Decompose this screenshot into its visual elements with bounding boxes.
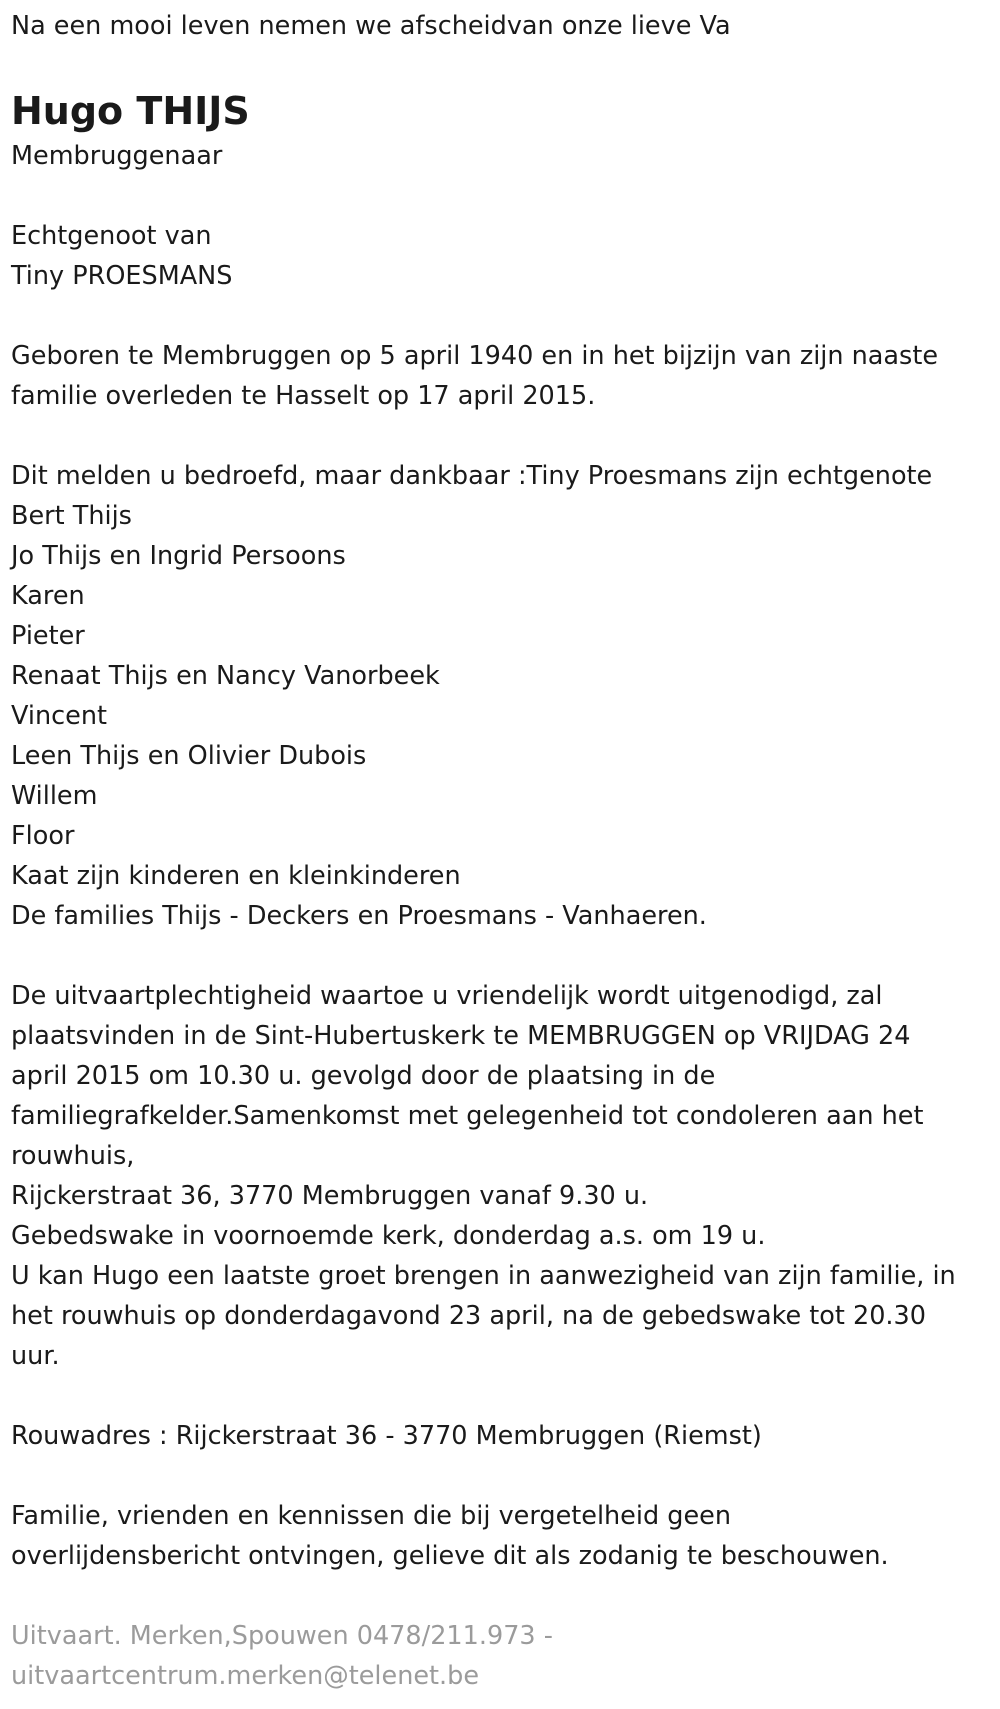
ceremony-line: plaatsvinden in de Sint-Hubertuskerk te MEMBRUGGEN op VRIJDAG 24 — [11, 1021, 911, 1051]
birth-death-line: familie overleden te Hasselt op 17 april 2015. — [11, 381, 596, 411]
spouse-name: Tiny PROESMANS — [11, 261, 233, 291]
mourning-address: Rouwadres : Rijckerstraat 36 - 3770 Membruggen (Riemst) — [11, 1421, 762, 1451]
family-line: Bert Thijs — [11, 501, 132, 531]
ceremony-line: het rouwhuis op donderdagavond 23 april, na de gebedswake tot 20.30 — [11, 1301, 926, 1331]
family-line: Kaat zijn kinderen en kleinkinderen — [11, 861, 461, 891]
family-line: Dit melden u bedroefd, maar dankbaar :Tiny Proesmans zijn echtgenote — [11, 461, 933, 491]
family-line: Renaat Thijs en Nancy Vanorbeek — [11, 661, 440, 691]
funeral-home-footer — [11, 1616, 1000, 1696]
ceremony-line: april 2015 om 10.30 u. gevolgd door de plaatsing in de — [11, 1061, 716, 1091]
ceremony-line: uur. — [11, 1341, 60, 1371]
deceased-origin: Membruggenaar — [11, 141, 223, 171]
family-line: Karen — [11, 581, 85, 611]
ceremony-line: Gebedswake in voornoemde kerk, donderdag a.s. om 19 u. — [11, 1221, 766, 1251]
family-list — [11, 456, 1000, 936]
family-line: De families Thijs - Deckers en Proesmans - Vanhaeren. — [11, 901, 707, 931]
family-line: Floor — [11, 821, 75, 851]
notice-paragraph — [11, 1496, 1000, 1576]
intro-text: Na een mooi leven nemen we afscheidvan onze lieve Va — [11, 11, 731, 41]
funeral-home-email[interactable]: uitvaartcentrum.merken@telenet.be — [11, 1661, 480, 1691]
ceremony-line: familiegrafkelder.Samenkomst met gelegenheid tot condoleren aan het — [11, 1101, 924, 1131]
deceased-name: Hugo THIJS — [11, 89, 250, 133]
family-line: Willem — [11, 781, 98, 811]
birth-death-paragraph — [11, 336, 1000, 416]
family-line: Pieter — [11, 621, 85, 651]
ceremony-paragraph — [11, 976, 1000, 1376]
notice-line: overlijdensbericht ontvingen, gelieve dit als zodanig te beschouwen. — [11, 1541, 889, 1571]
funeral-home-contact: Uitvaart. Merken,Spouwen 0478/211.973 - — [11, 1621, 553, 1651]
family-line: Leen Thijs en Olivier Dubois — [11, 741, 367, 771]
ceremony-line: De uitvaartplechtigheid waartoe u vriendelijk wordt uitgenodigd, zal — [11, 981, 883, 1011]
spouse-label: Echtgenoot van — [11, 221, 212, 251]
ceremony-line: U kan Hugo een laatste groet brengen in aanwezigheid van zijn familie, in — [11, 1261, 956, 1291]
family-line: Jo Thijs en Ingrid Persoons — [11, 541, 346, 571]
notice-line: Familie, vrienden en kennissen die bij vergetelheid geen — [11, 1501, 731, 1531]
birth-death-line: Geboren te Membruggen op 5 april 1940 en in het bijzijn van zijn naaste — [11, 341, 939, 371]
deceased-block — [11, 86, 1000, 176]
ceremony-line: Rijckerstraat 36, 3770 Membruggen vanaf 9.30 u. — [11, 1181, 649, 1211]
ceremony-line: rouwhuis, — [11, 1141, 135, 1171]
family-line: Vincent — [11, 701, 107, 731]
spouse-block — [11, 216, 1000, 296]
